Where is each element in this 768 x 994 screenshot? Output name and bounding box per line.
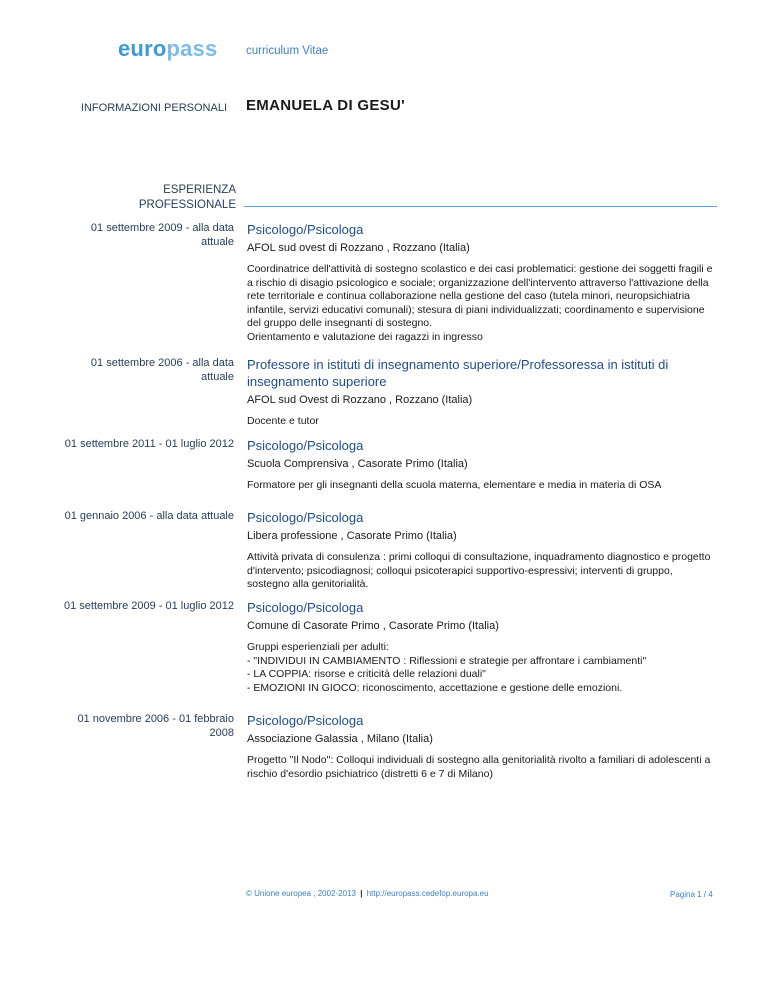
section-divider [244, 206, 717, 207]
page-number: Pagina 1 / 4 [670, 890, 713, 899]
entry-date: 01 novembre 2006 - 01 febbraio 2008 [77, 713, 234, 739]
entry-organization: Comune di Casorate Primo , Casorate Primo (Italia) [247, 620, 499, 632]
entry-organization: Associazione Galassia , Milano (Italia) [247, 733, 433, 745]
entry-date: 01 gennaio 2006 - alla data attuale [64, 510, 234, 522]
document-type: curriculum Vitae [246, 45, 329, 57]
entry-body [247, 437, 717, 493]
entry-body [247, 356, 717, 429]
entry-organization: AFOL sud Ovest di Rozzano , Rozzano (Italia) [247, 394, 473, 406]
entry-description: Attività privata di consulenza : primi colloqui di consultazione, inquadramento diagnostico e progetto d'intervento; psicodiagnosi; colloqui psicoterapici supportivo-espressivi; interventi di gruppo, sostegno alla genitorialità. [247, 551, 711, 590]
experience-section-label [76, 183, 236, 213]
entry-title: Psicologo/Psicologa [247, 510, 364, 525]
entry-date: 01 settembre 2009 - 01 luglio 2012 [64, 600, 235, 612]
footer-separator: | [360, 889, 363, 898]
person-name: EMANUELA DI GESU' [246, 97, 405, 114]
personal-info-label: INFORMAZIONI PERSONALI [80, 102, 227, 114]
entry-body [247, 599, 717, 695]
entry-title: Psicologo/Psicologa [247, 600, 364, 615]
entry-body [247, 712, 717, 781]
entry-title: Professore in istituti di insegnamento superiore/Professoressa in istituti di insegnamento superiore [247, 357, 669, 389]
entry-description: Gruppi esperienziali per adulti: - "INDIVIDUI IN CAMBIAMENTO : Riflessioni e strategie per affrontare i cambiamenti" - LA COPPIA: risorse e criticità delle relazioni duali" - EMOZIONI IN GIOCO: riconoscimento, accettazione e gestione delle emozioni. [247, 641, 647, 694]
europass-logo [118, 36, 217, 62]
entry-description: Progetto "Il Nodo": Colloqui individuali di sostegno alla genitorialità rivolto a familiari di adolescenti a rischio d'esordio psichiatrico (distretti 6 e 7 di Milano) [247, 754, 711, 780]
experience-label-line1: ESPERIENZA [163, 184, 236, 196]
entry-description: Formatore per gli insegnanti della scuola materna, elementare e media in materia di OSA [247, 479, 662, 491]
entry-date: 01 settembre 2006 - alla data attuale [90, 357, 234, 383]
entry-date: 01 settembre 2011 - 01 luglio 2012 [64, 438, 234, 450]
entry-date: 01 settembre 2009 - alla data attuale [90, 222, 234, 248]
footer-copyright: © Unione europea , 2002-2013 [246, 889, 356, 898]
entry-title: Psicologo/Psicologa [247, 222, 364, 237]
entry-organization: Libera professione , Casorate Primo (Italia) [247, 530, 457, 542]
footer [246, 889, 489, 898]
logo-text-bold: euro [118, 36, 167, 61]
experience-label-line2: PROFESSIONALE [138, 199, 236, 211]
entry-organization: Scuola Comprensiva , Casorate Primo (Italia) [247, 458, 468, 470]
entry-description: Docente e tutor [247, 415, 319, 427]
entry-title: Psicologo/Psicologa [247, 713, 364, 728]
entry-body [247, 509, 717, 592]
entry-organization: AFOL sud ovest di Rozzano , Rozzano (Italia) [247, 242, 470, 254]
logo-text-light: pass [166, 36, 218, 61]
entry-description: Coordinatrice dell'attività di sostegno scolastico e dei casi problematici: gestione dei soggetti fragili e a rischio di disagio psicologico e sociale; organizzazione dell'intervento attraverso l'attivazione della rete territoriale e continua collaborazione nella gestione del caso (tutela minori, neuropsichiatria infantile, servizi educativi comunali); stesura di piani individualizzati; coordinamento e supervisione del gruppo delle insegnanti di sostegno. Orientamento e valutazione dei ragazzi in ingresso [247, 263, 713, 343]
entry-body [247, 221, 717, 344]
footer-url-link[interactable]: http://europass.cedefop.europa.eu [366, 889, 489, 898]
entry-title: Psicologo/Psicologa [247, 438, 364, 453]
